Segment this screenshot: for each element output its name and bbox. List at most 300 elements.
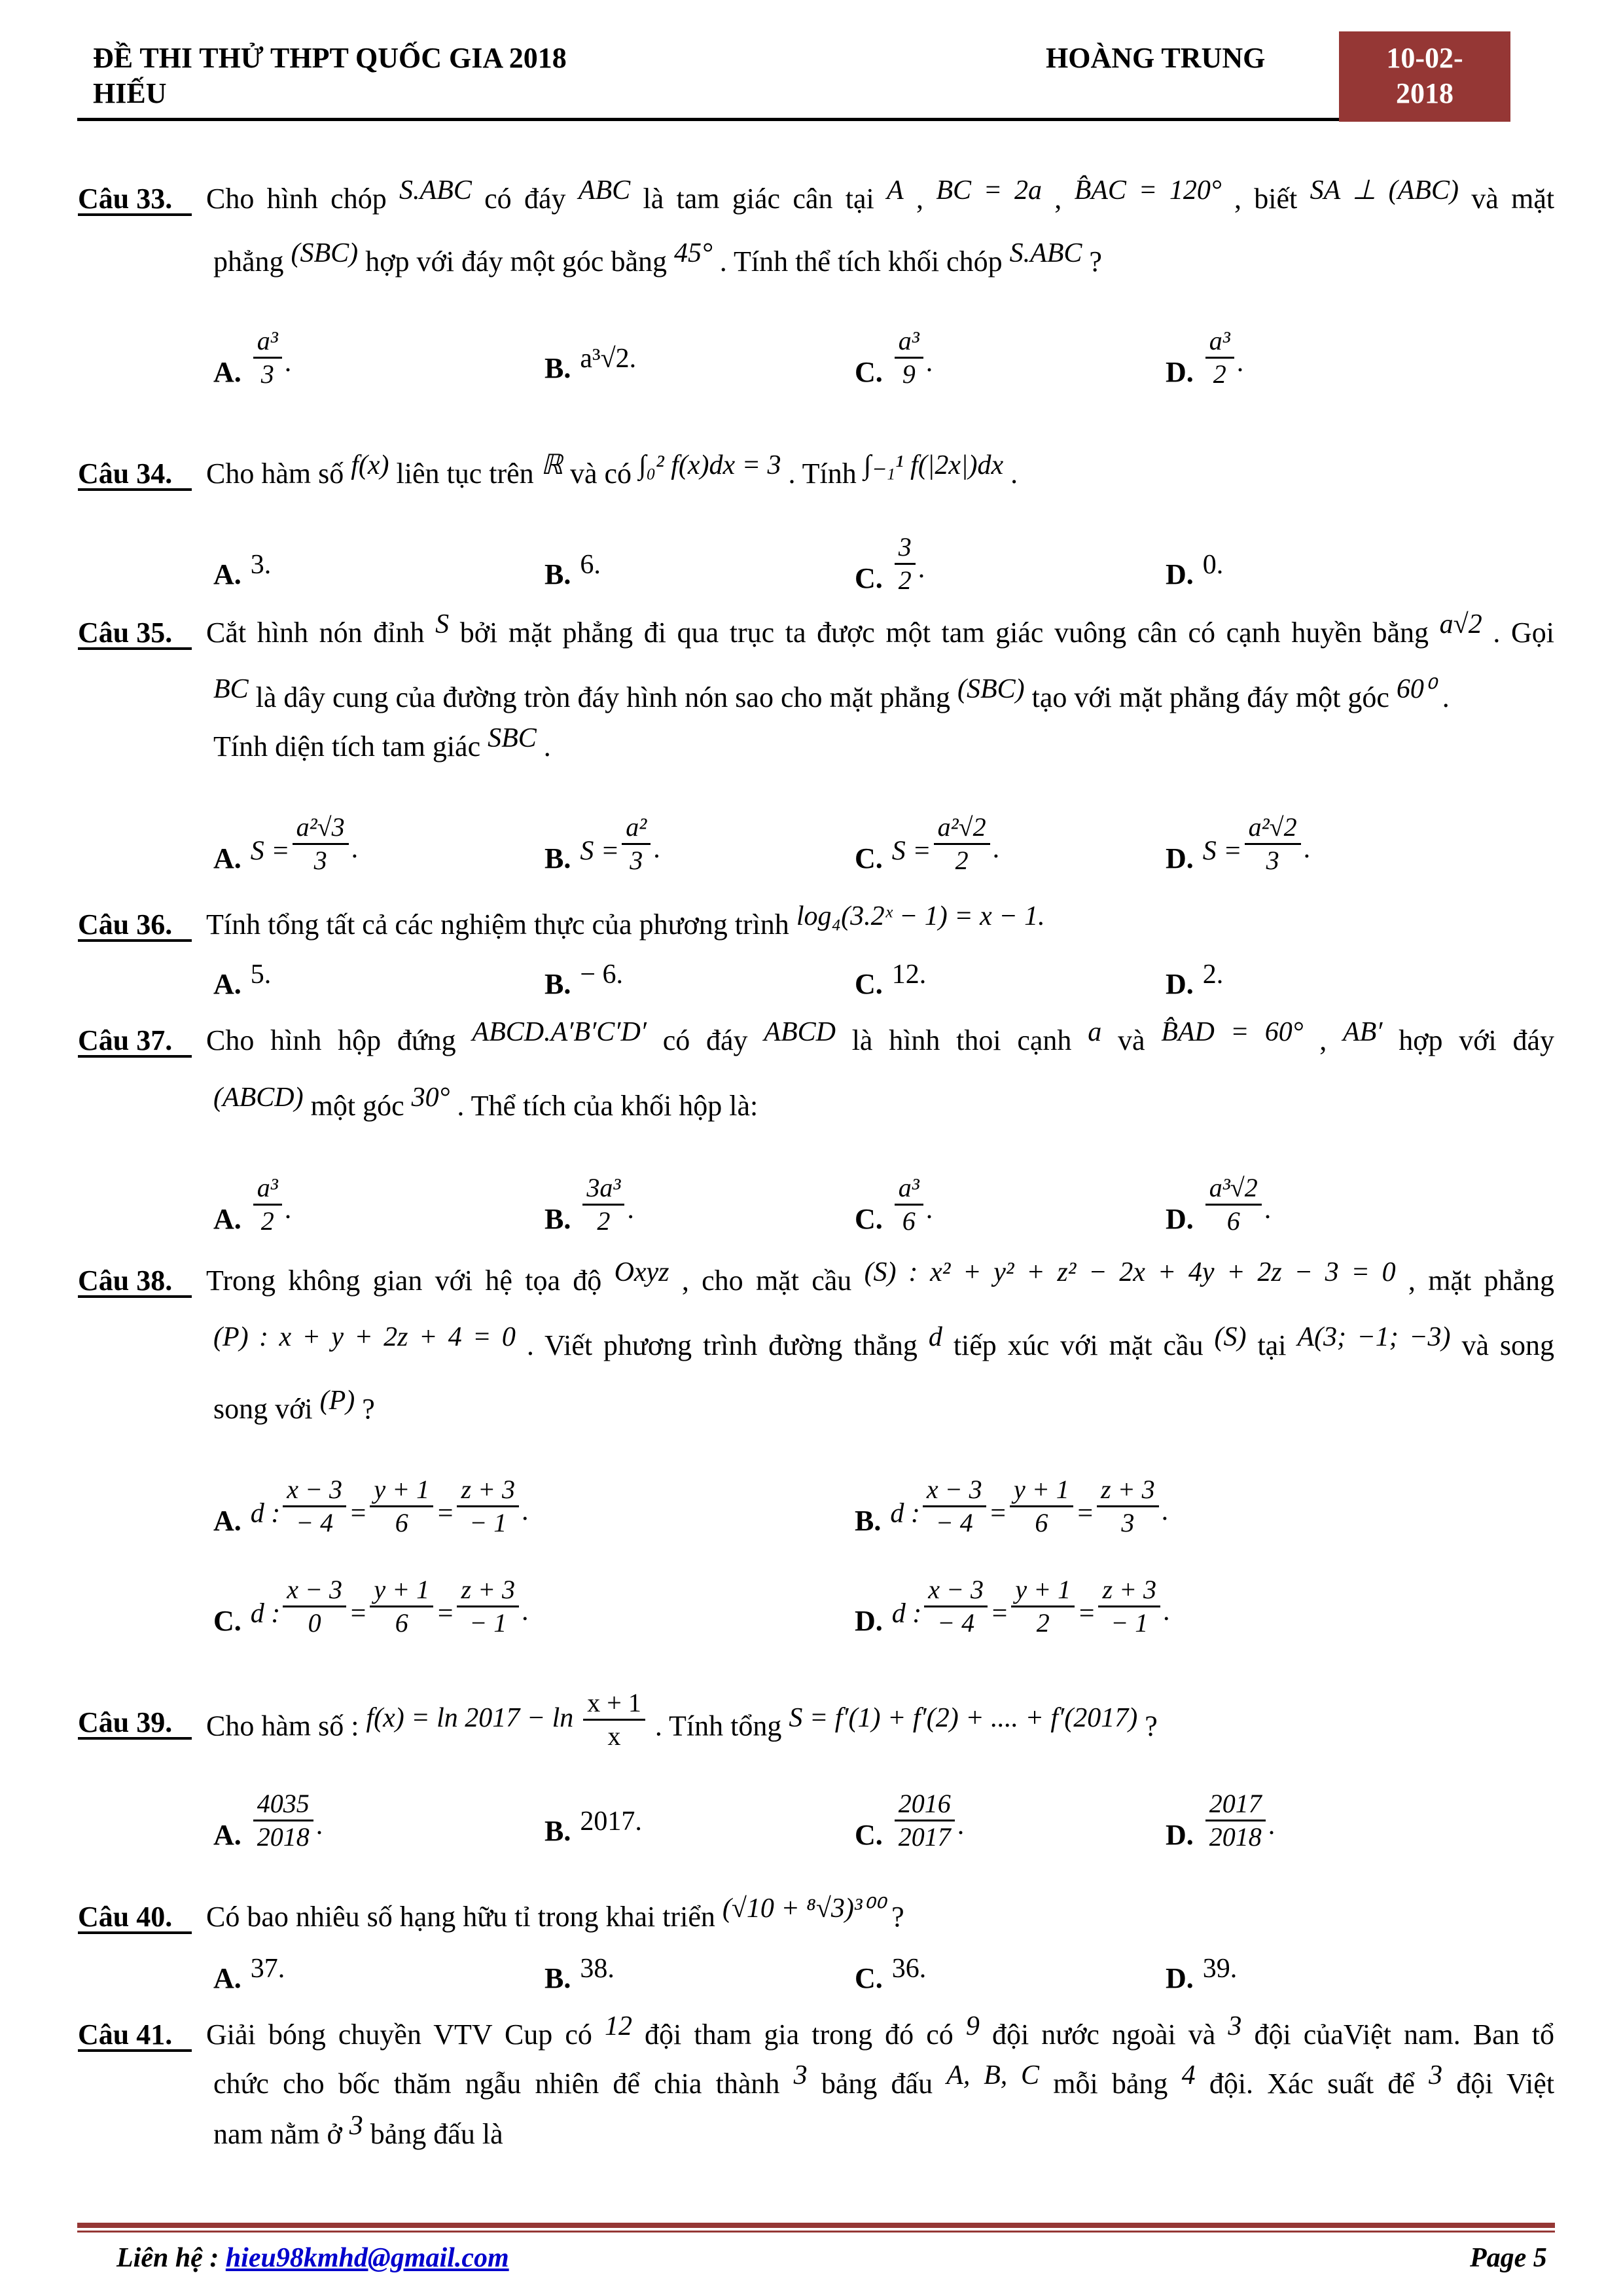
option-end: . bbox=[351, 833, 359, 864]
question-number-text: Câu 37. bbox=[78, 1026, 192, 1058]
math-expression: BC bbox=[213, 674, 249, 704]
option-end: . bbox=[957, 1810, 965, 1840]
question-text-line bbox=[213, 1319, 1554, 1372]
text: đội. Xác suất để bbox=[1209, 2068, 1429, 2100]
text: . Viết phương trình đường thẳng bbox=[526, 1329, 929, 1361]
text: Cho hình chóp bbox=[206, 183, 400, 215]
option-label: D. bbox=[1166, 1202, 1194, 1235]
fraction bbox=[895, 531, 916, 596]
option-label: D. bbox=[1166, 1962, 1194, 1994]
answer-option-d[interactable] bbox=[1166, 1789, 1275, 1852]
text: . bbox=[543, 730, 551, 762]
option-prefix: S = bbox=[250, 836, 290, 867]
answer-option-c[interactable] bbox=[855, 812, 1000, 875]
math-expression: (P) bbox=[319, 1386, 355, 1416]
answer-option-a[interactable] bbox=[213, 326, 292, 389]
fraction-numerator: x + 1 bbox=[583, 1687, 645, 1721]
math-expression: ∫₋₁¹ f(|2x|)dx bbox=[863, 450, 1004, 480]
option-value: 5. bbox=[250, 960, 272, 990]
math-expression: 3 bbox=[1228, 2011, 1242, 2041]
fraction-denominator: − 1 bbox=[469, 1508, 507, 1537]
option-prefix: d : bbox=[250, 1598, 281, 1629]
fraction-numerator: 4035 bbox=[253, 1788, 313, 1821]
text: đội tham gia trong đó có bbox=[645, 2018, 966, 2051]
text: hợp với đáy bbox=[1399, 1024, 1554, 1056]
text: hợp với đáy một góc bằng bbox=[365, 245, 674, 278]
option-label: D. bbox=[1166, 1818, 1194, 1851]
question-text-line bbox=[213, 2108, 1554, 2161]
text: , bbox=[916, 183, 936, 215]
option-prefix: d : bbox=[890, 1498, 920, 1529]
answer-option-a[interactable] bbox=[213, 1945, 285, 1997]
option-label: B. bbox=[544, 1815, 571, 1847]
answer-option-b[interactable] bbox=[544, 541, 601, 593]
question-number bbox=[78, 2009, 206, 2061]
answer-option-c[interactable] bbox=[855, 1945, 926, 1997]
fraction-denominator: 2 bbox=[1036, 1608, 1050, 1638]
option-value: 12. bbox=[891, 960, 927, 990]
answer-option-d[interactable] bbox=[855, 1575, 1170, 1638]
option-end: . bbox=[284, 1194, 292, 1225]
text: ? bbox=[1145, 1710, 1158, 1742]
text: ? bbox=[362, 1393, 375, 1425]
fraction-denominator: 3 bbox=[260, 359, 274, 389]
math-expression: A, B, C bbox=[946, 2060, 1040, 2090]
text: liên tục trên bbox=[396, 457, 541, 490]
question-text-line bbox=[206, 1891, 1554, 1943]
equals-sign: = bbox=[988, 1498, 1007, 1529]
text: , biết bbox=[1234, 183, 1310, 215]
fraction-denominator: 2 bbox=[1213, 359, 1226, 389]
fraction-denominator: − 4 bbox=[296, 1508, 334, 1537]
answer-option-c[interactable] bbox=[213, 1575, 529, 1638]
fraction bbox=[253, 1172, 282, 1237]
fraction-denominator: 6 bbox=[395, 1508, 408, 1537]
option-label: A. bbox=[213, 355, 241, 388]
option-end: . bbox=[264, 550, 272, 580]
text: bởi mặt phẳng đi qua trục ta được một tam giác vuông cân có cạnh huyền bằng bbox=[459, 617, 1440, 649]
option-end: . bbox=[1303, 833, 1311, 864]
text: là hình thoi cạnh bbox=[851, 1024, 1088, 1056]
option-prefix: S = bbox=[891, 836, 931, 867]
math-expression: f(x) = ln 2017 − ln bbox=[366, 1702, 574, 1733]
page-number: Page 5 bbox=[1470, 2243, 1547, 2273]
text: Trong không gian với hệ tọa độ bbox=[206, 1265, 615, 1297]
answer-option-a[interactable] bbox=[213, 950, 271, 1003]
math-expression: A bbox=[887, 175, 904, 206]
fraction-denominator: x bbox=[607, 1721, 621, 1751]
option-value: 3 bbox=[250, 550, 264, 580]
fraction-numerator: 2016 bbox=[895, 1788, 955, 1821]
math-expression: SA ⊥ (ABC) bbox=[1310, 175, 1459, 206]
math-expression: S.ABC bbox=[1009, 238, 1082, 268]
answer-option-b[interactable] bbox=[544, 334, 636, 387]
text: Tính tổng tất cả các nghiệm thực của phương trình bbox=[206, 908, 796, 941]
option-label: A. bbox=[213, 1818, 241, 1851]
fraction bbox=[457, 1474, 519, 1539]
math-expression: AB′ bbox=[1343, 1017, 1383, 1047]
option-value: 39. bbox=[1202, 1954, 1238, 1984]
text: . bbox=[1442, 681, 1450, 713]
text: Có bao nhiêu số hạng hữu tỉ trong khai triển bbox=[206, 1901, 722, 1933]
option-end: . bbox=[1236, 347, 1244, 378]
text: , mặt phẳng bbox=[1408, 1265, 1554, 1297]
footer-divider-thin bbox=[77, 2231, 1555, 2233]
fraction bbox=[622, 812, 651, 876]
fraction-denominator: 6 bbox=[1226, 1206, 1240, 1236]
question-number-text: Câu 36. bbox=[78, 910, 192, 942]
text: . Tính bbox=[788, 457, 864, 490]
footer-divider bbox=[77, 2223, 1555, 2228]
math-expression: BC = 2a bbox=[936, 175, 1042, 206]
equals-sign: = bbox=[990, 1598, 1009, 1629]
fraction bbox=[1205, 325, 1234, 390]
answer-option-d[interactable] bbox=[1166, 812, 1311, 875]
equals-sign: = bbox=[1077, 1598, 1096, 1629]
text: tiếp xúc với mặt cầu bbox=[953, 1329, 1215, 1361]
answer-option-b[interactable] bbox=[544, 950, 623, 1003]
option-value: 37. bbox=[250, 1954, 285, 1984]
text: và có bbox=[569, 457, 639, 490]
math-expression: ABCD.A′B′C′D′ bbox=[472, 1017, 647, 1047]
option-end: . bbox=[629, 344, 637, 374]
question-text-line bbox=[206, 607, 1554, 659]
answer-option-d[interactable] bbox=[1166, 950, 1223, 1003]
text: và song bbox=[1461, 1329, 1554, 1361]
option-label: B. bbox=[544, 352, 571, 384]
text: mỗi bảng bbox=[1053, 2068, 1182, 2100]
question-number bbox=[78, 448, 206, 500]
option-label: B. bbox=[544, 968, 571, 1000]
text: là tam giác cân tại bbox=[643, 183, 887, 215]
math-expression: f(x) bbox=[351, 450, 389, 480]
fraction bbox=[895, 1172, 923, 1237]
equals-sign: = bbox=[1075, 1498, 1095, 1529]
fraction-numerator: a³ bbox=[1205, 325, 1234, 359]
question-text-line bbox=[213, 721, 1554, 773]
option-prefix: d : bbox=[250, 1498, 281, 1529]
option-label: A. bbox=[213, 1504, 241, 1537]
question-text-line bbox=[206, 173, 1554, 225]
fraction-numerator: a³ bbox=[253, 1172, 282, 1206]
fraction-numerator: 2017 bbox=[1205, 1788, 1266, 1821]
fraction-denominator: − 4 bbox=[937, 1608, 975, 1638]
option-label: C. bbox=[855, 968, 883, 1000]
math-expression: a bbox=[1088, 1017, 1102, 1047]
math-expression: ∫₀² f(x)dx = 3 bbox=[639, 450, 781, 480]
text: Cho hàm số : bbox=[206, 1710, 366, 1742]
fraction-numerator: x − 3 bbox=[924, 1574, 988, 1607]
option-value: 2017. bbox=[580, 1806, 642, 1837]
option-label: D. bbox=[1166, 968, 1194, 1000]
math-expression: SBC bbox=[488, 723, 537, 753]
math-expression: (SBC) bbox=[291, 238, 359, 268]
question-number bbox=[78, 1696, 206, 1749]
fraction-denominator: 6 bbox=[395, 1608, 408, 1638]
answer-option-a[interactable] bbox=[213, 541, 271, 593]
question-number-text: Câu 38. bbox=[78, 1266, 192, 1298]
fraction-numerator: a³√2 bbox=[1205, 1172, 1262, 1206]
question-number-text: Câu 39. bbox=[78, 1708, 192, 1740]
question-text-line bbox=[206, 1014, 1554, 1067]
math-expression: S = f′(1) + f′(2) + .... + f′(2017) bbox=[789, 1702, 1138, 1733]
option-value: 36. bbox=[891, 1954, 927, 1984]
text: . Gọi bbox=[1493, 617, 1554, 649]
fraction-denominator: 2018 bbox=[1209, 1822, 1262, 1852]
fraction-denominator: 2 bbox=[955, 846, 969, 875]
answer-option-a[interactable] bbox=[213, 812, 359, 875]
fraction bbox=[283, 1574, 346, 1639]
answer-option-a[interactable] bbox=[213, 1173, 292, 1236]
fraction-denominator: 2018 bbox=[257, 1822, 310, 1852]
text: Giải bóng chuyền VTV Cup có bbox=[206, 2018, 605, 2051]
fraction-denominator: 2 bbox=[260, 1206, 274, 1236]
fraction bbox=[895, 325, 923, 390]
math-expression: 3 bbox=[793, 2060, 808, 2090]
email-link[interactable]: hieu98kmhd@gmail.com bbox=[225, 2243, 509, 2273]
fraction-numerator: z + 3 bbox=[457, 1574, 519, 1607]
fraction-numerator: a²√2 bbox=[934, 812, 990, 845]
option-label: B. bbox=[544, 1202, 571, 1235]
fraction bbox=[283, 1474, 346, 1539]
option-value: 38. bbox=[580, 1954, 615, 1984]
fraction-numerator: 3a³ bbox=[582, 1172, 624, 1206]
question-text-line bbox=[213, 1080, 1554, 1132]
option-label: D. bbox=[855, 1604, 883, 1637]
question-text-line bbox=[206, 1688, 1554, 1751]
option-value: − 6. bbox=[580, 960, 624, 990]
question-text-line bbox=[206, 1255, 1554, 1307]
answer-option-d[interactable] bbox=[1166, 1945, 1237, 1997]
option-end: . bbox=[522, 1496, 529, 1526]
fraction-numerator: y + 1 bbox=[1011, 1574, 1075, 1607]
math-expression: (S) bbox=[1214, 1322, 1247, 1352]
option-value: 2. bbox=[1202, 960, 1224, 990]
option-label: A. bbox=[213, 968, 241, 1000]
answer-option-a[interactable] bbox=[213, 1789, 323, 1852]
answer-option-d[interactable] bbox=[1166, 1173, 1272, 1236]
fraction-denominator: 3 bbox=[1121, 1508, 1135, 1537]
fraction bbox=[923, 1474, 986, 1539]
fraction-denominator: 9 bbox=[902, 359, 916, 389]
equals-sign: = bbox=[349, 1498, 368, 1529]
fraction bbox=[293, 812, 349, 876]
text: , cho mặt cầu bbox=[681, 1265, 865, 1297]
fraction bbox=[1010, 1474, 1073, 1539]
option-end: . bbox=[1264, 1194, 1272, 1225]
answer-option-b[interactable] bbox=[544, 812, 660, 875]
option-label: B. bbox=[544, 558, 571, 590]
text: có đáy bbox=[484, 183, 579, 215]
answer-option-d[interactable] bbox=[1166, 541, 1223, 593]
fraction-numerator: a²√3 bbox=[293, 812, 349, 845]
answer-option-a[interactable] bbox=[213, 1475, 529, 1537]
fraction-numerator: x − 3 bbox=[283, 1474, 346, 1507]
text: và mặt bbox=[1471, 183, 1554, 215]
option-end: . bbox=[315, 1810, 323, 1840]
fraction-denominator: − 4 bbox=[935, 1508, 973, 1537]
fraction bbox=[253, 325, 282, 390]
math-expression: Oxyz bbox=[614, 1257, 669, 1287]
question-number-text: Câu 41. bbox=[78, 2020, 192, 2052]
text: là dây cung của đường tròn đáy hình nón sao cho mặt phẳng bbox=[255, 681, 957, 713]
text: . bbox=[1010, 457, 1018, 490]
fraction bbox=[1097, 1474, 1159, 1539]
fraction bbox=[1098, 1574, 1160, 1639]
option-value: 0 bbox=[1202, 550, 1217, 580]
math-expression: S bbox=[435, 609, 450, 639]
question-number-text: Câu 35. bbox=[78, 619, 192, 650]
math-expression: d bbox=[928, 1322, 942, 1352]
option-end: . bbox=[594, 550, 601, 580]
text: Tính diện tích tam giác bbox=[213, 730, 488, 762]
fraction-numerator: a² bbox=[622, 812, 651, 845]
exam-title: ĐỀ THI THỬ THPT QUỐC GIA 2018 HIẾU bbox=[93, 42, 567, 109]
text: bảng đấu là bbox=[370, 2118, 503, 2150]
question-number bbox=[78, 1014, 206, 1067]
option-label: A. bbox=[213, 1202, 241, 1235]
text: bảng đấu bbox=[821, 2068, 947, 2100]
fraction bbox=[934, 812, 990, 876]
option-end: . bbox=[627, 1194, 634, 1225]
equals-sign: = bbox=[436, 1498, 455, 1529]
text: , bbox=[1054, 183, 1075, 215]
option-label: A. bbox=[213, 1962, 241, 1994]
option-label: B. bbox=[855, 1504, 882, 1537]
option-label: A. bbox=[213, 842, 241, 874]
fraction-denominator: 6 bbox=[902, 1206, 916, 1236]
question-text-line bbox=[213, 1383, 1554, 1435]
answer-option-b[interactable] bbox=[544, 1173, 634, 1236]
answer-option-b[interactable] bbox=[544, 1945, 615, 1997]
option-label: B. bbox=[544, 842, 571, 874]
math-expression: ℝ bbox=[541, 450, 563, 480]
math-expression: ABCD bbox=[764, 1017, 836, 1047]
footer-contact bbox=[116, 2238, 509, 2278]
question-text-line bbox=[213, 2058, 1554, 2110]
fraction-numerator: x − 3 bbox=[923, 1474, 986, 1507]
math-expression: B̂AC = 120° bbox=[1074, 175, 1222, 206]
text: Cho hình hộp đứng bbox=[206, 1024, 473, 1056]
fraction-denominator: − 1 bbox=[1111, 1608, 1149, 1638]
text: . Tính thể tích khối chóp bbox=[719, 245, 1010, 278]
question-number-text: Câu 33. bbox=[78, 185, 192, 216]
math-expression: S.ABC bbox=[399, 175, 472, 206]
answer-option-c[interactable] bbox=[855, 950, 926, 1003]
answer-option-c[interactable] bbox=[855, 532, 925, 595]
question-number bbox=[78, 607, 206, 659]
answer-option-d[interactable] bbox=[1166, 326, 1244, 389]
math-expression: (P) : x + y + 2z + 4 = 0 bbox=[213, 1322, 516, 1352]
text: đội củaViệt nam. Ban tổ bbox=[1254, 2018, 1554, 2051]
text: . Thể tích của khối hộp là: bbox=[457, 1090, 758, 1122]
contact-label: Liên hệ : bbox=[116, 2243, 226, 2273]
fraction-denominator: 2017 bbox=[898, 1822, 951, 1852]
equals-sign: = bbox=[436, 1598, 455, 1629]
fraction bbox=[583, 1687, 645, 1752]
answer-option-c[interactable] bbox=[855, 1789, 965, 1852]
text: chức cho bốc thăm ngẫu nhiên để chia thành bbox=[213, 2068, 794, 2100]
answer-option-b[interactable] bbox=[544, 1797, 642, 1850]
option-end: . bbox=[925, 1194, 933, 1225]
header-divider bbox=[77, 118, 1339, 121]
option-label: B. bbox=[544, 1962, 571, 1994]
fraction-numerator: y + 1 bbox=[1010, 1474, 1073, 1507]
fraction-numerator: z + 3 bbox=[457, 1474, 519, 1507]
fraction bbox=[1205, 1172, 1262, 1237]
option-label: D. bbox=[1166, 842, 1194, 874]
text: ? bbox=[891, 1901, 904, 1933]
option-end: . bbox=[918, 553, 925, 584]
option-prefix: S = bbox=[1202, 836, 1242, 867]
option-label: C. bbox=[855, 562, 883, 594]
option-label: D. bbox=[1166, 558, 1194, 590]
fraction-denominator: 3 bbox=[313, 846, 327, 875]
text: đội nước ngoài và bbox=[991, 2018, 1228, 2051]
fraction bbox=[1205, 1788, 1266, 1853]
fraction bbox=[1011, 1574, 1075, 1639]
math-expression: 60⁰ bbox=[1396, 674, 1435, 704]
fraction-numerator: y + 1 bbox=[370, 1574, 433, 1607]
fraction bbox=[457, 1574, 519, 1639]
question-text-line bbox=[206, 899, 1554, 951]
math-expression: 45° bbox=[673, 238, 713, 268]
option-end: . bbox=[1216, 550, 1224, 580]
text: . Tính tổng bbox=[654, 1710, 789, 1742]
text: đội Việt bbox=[1456, 2068, 1554, 2100]
text: và bbox=[1117, 1024, 1162, 1056]
answer-option-b[interactable] bbox=[855, 1475, 1169, 1537]
option-end: . bbox=[925, 347, 933, 378]
fraction-denominator: 2 bbox=[597, 1206, 611, 1236]
equals-sign: = bbox=[349, 1598, 368, 1629]
fraction-denominator: 0 bbox=[308, 1608, 321, 1638]
fraction-numerator: z + 3 bbox=[1097, 1474, 1159, 1507]
math-expression: 3 bbox=[349, 2111, 363, 2141]
option-value: 6 bbox=[580, 550, 594, 580]
fraction bbox=[1245, 812, 1301, 876]
question-text-line bbox=[206, 2009, 1554, 2061]
answer-option-c[interactable] bbox=[855, 1173, 933, 1236]
option-label: C. bbox=[213, 1604, 241, 1637]
fraction-numerator: y + 1 bbox=[370, 1474, 433, 1507]
fraction-denominator: 3 bbox=[630, 846, 643, 875]
question-text-line bbox=[206, 448, 1554, 500]
question-number bbox=[78, 1891, 206, 1943]
math-expression: 30° bbox=[411, 1083, 450, 1113]
author-name: HOÀNG TRUNG bbox=[1046, 42, 1266, 74]
option-prefix: S = bbox=[580, 836, 620, 867]
text: Cắt hình nón đỉnh bbox=[206, 617, 436, 649]
fraction-numerator: 3 bbox=[895, 531, 916, 565]
question-number-text: Câu 40. bbox=[78, 1903, 192, 1934]
math-expression: (SBC) bbox=[957, 674, 1025, 704]
fraction bbox=[253, 1788, 313, 1853]
option-label: C. bbox=[855, 355, 883, 388]
question-number bbox=[78, 899, 206, 951]
fraction-numerator: z + 3 bbox=[1098, 1574, 1160, 1607]
math-expression: 3 bbox=[1429, 2060, 1443, 2090]
text: , bbox=[1319, 1024, 1343, 1056]
fraction bbox=[895, 1788, 955, 1853]
math-expression: 9 bbox=[965, 2011, 980, 2041]
question-number bbox=[78, 1255, 206, 1307]
answer-option-c[interactable] bbox=[855, 326, 933, 389]
fraction-denominator: 6 bbox=[1035, 1508, 1048, 1537]
option-end: . bbox=[522, 1596, 529, 1626]
option-label: D. bbox=[1166, 355, 1194, 388]
fraction-numerator: a²√2 bbox=[1245, 812, 1301, 845]
